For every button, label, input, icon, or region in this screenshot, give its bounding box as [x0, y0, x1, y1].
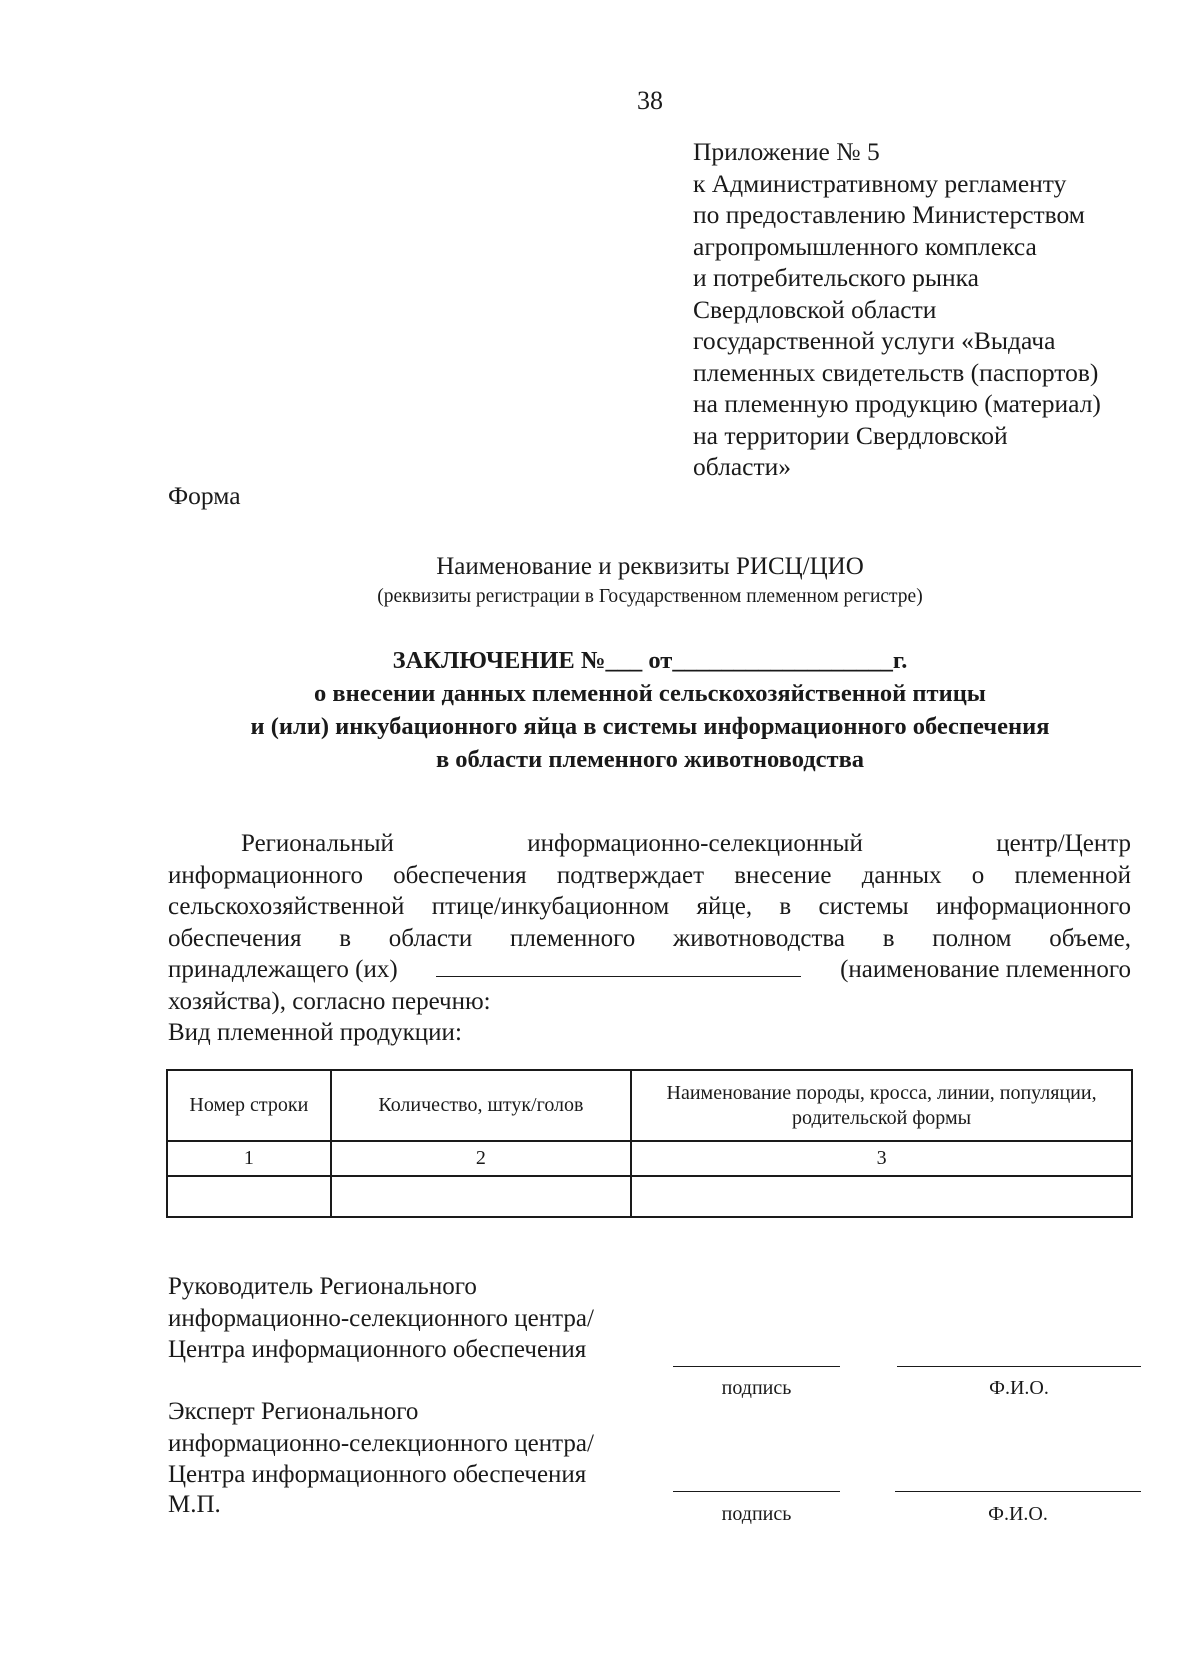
- org-subtitle: (реквизиты регистрации в Государственном племенном регистре): [377, 586, 923, 607]
- appendix-line: на территории Свердловской: [693, 420, 1008, 450]
- number-cell: 2: [331, 1141, 631, 1176]
- appendix-line: агропромышленного комплекса: [693, 231, 1037, 261]
- signature-role-expert: Эксперт Регионального информационно-селекционного центра/ Центра информационного обеспечения: [168, 1398, 594, 1488]
- owner-name-blank[interactable]: [436, 956, 801, 977]
- appendix-block: [693, 136, 1173, 483]
- body-line: сельскохозяйственной птице/инкубационном яйце, в системы информационного: [168, 893, 1131, 920]
- signature-caption: подпись: [721, 1377, 792, 1399]
- signature-role-head: Руководитель Регионального информационно-селекционного центра/ Центра информационного обеспечения: [168, 1273, 594, 1363]
- head-signature-line[interactable]: [673, 1366, 840, 1367]
- form-label: Форма: [168, 481, 241, 510]
- body-line: информационного обеспечения подтверждает внесение данных о племенной: [168, 861, 1131, 889]
- owner-line: [168, 954, 1131, 986]
- product-table: [166, 1069, 1133, 1218]
- body-line: обеспечения в области племенного животноводства в полном объеме,: [168, 924, 1131, 952]
- header-cell: Наименование породы, кросса, линии, популяции, родительской формы: [631, 1070, 1132, 1141]
- body-line: хозяйства), согласно перечню:: [168, 987, 491, 1015]
- expert-signature-line[interactable]: [673, 1491, 840, 1492]
- header-cell: Номер строки: [167, 1070, 331, 1141]
- appendix-line: и потребительского рынка: [693, 263, 980, 292]
- number-cell: 3: [631, 1141, 1132, 1176]
- number-cell: 1: [167, 1141, 331, 1176]
- signature-caption: подпись: [721, 1503, 792, 1525]
- appendix-line: к Административному регламенту: [693, 168, 1067, 198]
- title-line: ЗАКЛЮЧЕНИЕ №___ от__________________г.: [392, 647, 908, 674]
- appendix-line: по предоставлению Министерством: [693, 200, 1085, 229]
- body-text: [168, 828, 1131, 1049]
- title-line: о внесении данных племенной сельскохозяйственной птицы: [314, 680, 986, 707]
- appendix-line: государственной услуги «Выдача: [693, 326, 1056, 355]
- name-caption: Ф.И.О.: [988, 1503, 1048, 1525]
- org-name: Наименование и реквизиты РИСЦ/ЦИО: [436, 553, 864, 580]
- page-number: 38: [637, 86, 663, 115]
- stamp-mark: М.П.: [168, 1491, 221, 1518]
- appendix-line: Приложение № 5: [693, 137, 880, 166]
- body-line: Региональный информационно-селекционный центр/Центр: [241, 830, 1131, 857]
- expert-name-line[interactable]: [895, 1491, 1141, 1492]
- body-line: Вид племенной продукции:: [168, 1019, 462, 1046]
- table-cell[interactable]: [167, 1176, 331, 1217]
- appendix-line: Свердловской области: [693, 294, 937, 324]
- appendix-line: области»: [693, 452, 791, 481]
- name-caption: Ф.И.О.: [989, 1377, 1049, 1399]
- head-name-line[interactable]: [897, 1366, 1141, 1367]
- title-line: и (или) инкубационного яйца в системы информационного обеспечения: [250, 713, 1050, 740]
- title-line: в области племенного животноводства: [435, 746, 865, 773]
- owner-prefix: принадлежащего (их): [168, 956, 398, 983]
- table-row: [167, 1176, 1132, 1217]
- document-title: [0, 644, 1200, 776]
- table-number-row: [167, 1141, 1132, 1176]
- owner-suffix: (наименование племенного: [840, 956, 1131, 983]
- table-header-row: [167, 1070, 1132, 1141]
- appendix-line: племенных свидетельств (паспортов): [693, 357, 1099, 387]
- table-cell[interactable]: [631, 1176, 1132, 1217]
- table-cell[interactable]: [331, 1176, 631, 1217]
- appendix-line: на племенную продукцию (материал): [693, 389, 1101, 418]
- header-cell: Количество, штук/голов: [331, 1070, 631, 1141]
